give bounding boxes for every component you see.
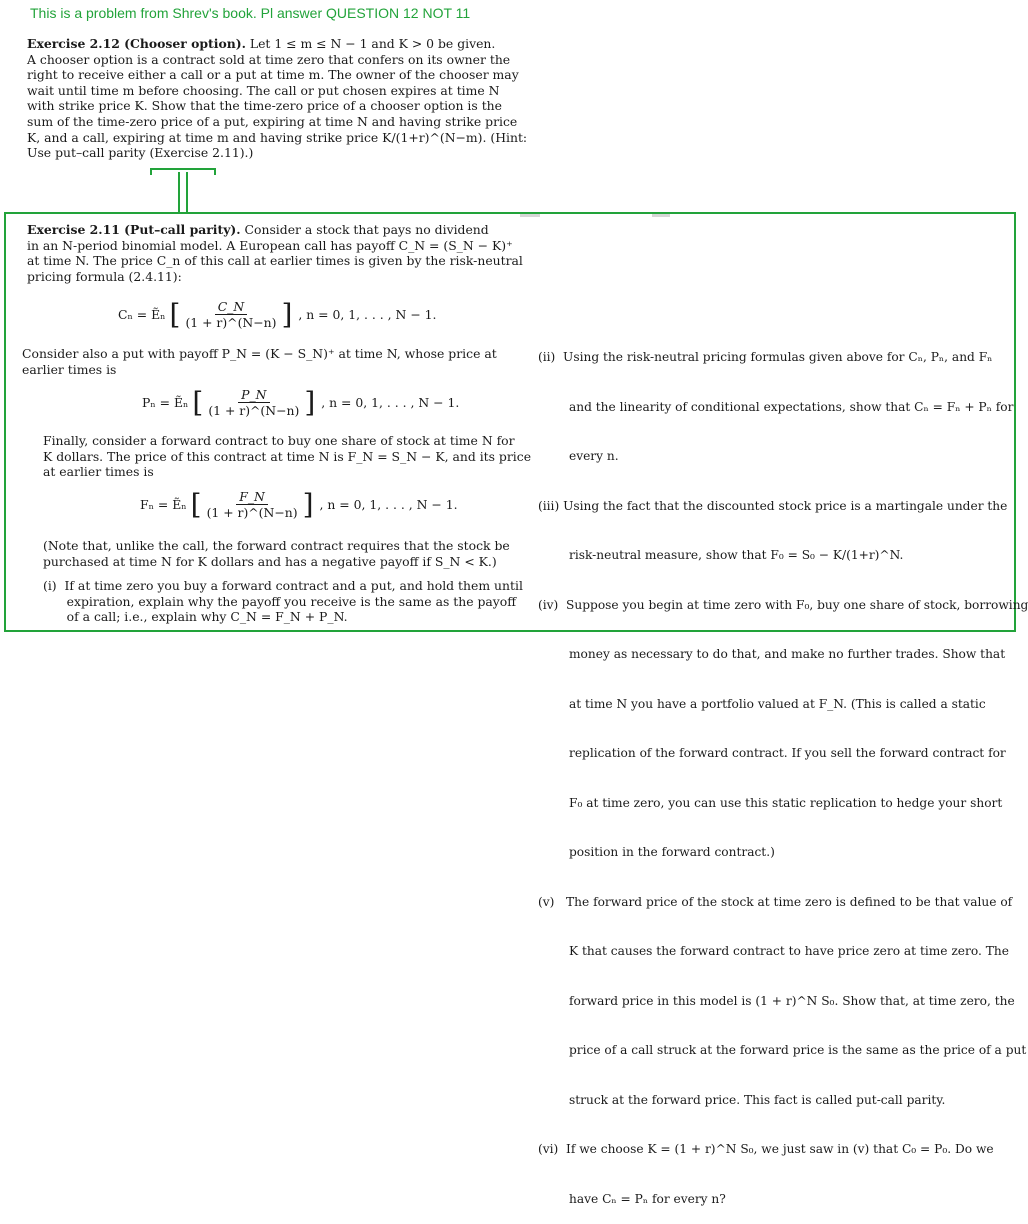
forward-contract-text: Finally, consider a forward contract to buy one share of stock at time N for K dollars. The price of this contract at time N is F_N = S_N − K, and its price at earlier times is: [43, 433, 532, 480]
connector-arrow: [178, 172, 188, 214]
bracket-right: ]: [302, 487, 314, 521]
consider-put-text: Consider also a put with payoff P_N = (K − S_N)⁺ at time N, whose price at earlier times is: [22, 346, 497, 377]
fraction: $\frac{C\_N}{(1 + r)\^{}(N-n)}$: [185, 299, 277, 330]
scroll-mark: [520, 214, 540, 217]
formula-call-price: Cₙ = Ẽₙ [ $\frac{C\_N}{(1 + r)\^{}(N-n)}$ ] , n = 0, 1, . . . , N − 1.: [118, 297, 437, 331]
bracket-left: [: [192, 385, 204, 419]
bracket-right: ]: [304, 385, 316, 419]
exercise-2-12: Exercise 2.12 (Chooser option). Let 1 ≤ m ≤ N − 1 and K > 0 be given. A chooser option is a contract sold at time zero that confers on its owner the right to receive either a call or a put at time m. The owner of the chooser may wait until time m before choosing. The call or put chosen expires at time N with strike price K. Show that the time-zero price of a chooser option is the sum of the time-zero price of a put, expiring at time N and having strike price K, and a call, expiring at time m and having strike price K/(1+r)^(N−m). (Hint: Use put–call parity (Exercise 2.11).): [27, 36, 528, 161]
exercise-2-12-heading: Exercise 2.12 (Chooser option).: [27, 36, 246, 51]
exercise-2-11-heading: Exercise 2.11 (Put–call parity).: [27, 222, 241, 237]
fraction: $\frac{P\_N}{(1 + r)\^{}(N-n)}$: [208, 387, 300, 418]
scroll-mark: [652, 214, 670, 217]
formula-forward-price: Fₙ = Ẽₙ [ $\frac{F\_N}{(1 + r)\^{}(N-n)}$ ] , n = 0, 1, . . . , N − 1.: [140, 487, 458, 521]
formula-put-price: Pₙ = Ẽₙ [ $\frac{P\_N}{(1 + r)\^{}(N-n)}$ ] , n = 0, 1, . . . , N − 1.: [142, 385, 460, 419]
question-items-ii-vi: (ii) Using the risk-neutral pricing formulas given above for Cₙ, Pₙ, and Fₙ and the linearity of conditional expectations, show that Cₙ = Fₙ + Pₙ for every n. (iii) Using the fact that the discounted stock price is a martingale under the risk-neutral measure, show that F₀ = S₀ − K/(1+r)^N. (iv) Suppose you begin at time zero with F₀, buy one share of stock, borrowing money as necessary to do that, and make no further trades. Show that at time N you have a portfolio valued at F_N. (This is called a static replication of the forward contract. If you sell the forward contract for F₀ at time zero, you can use this static replication to hedge your short position in the forward contract.) (v) The forward price of the stock at time zero is defined to be that value of K that causes the forward contract to have price zero at time zero. The forward price in this model is (1 + r)^N S₀. Show that, at time zero, the price of a call struck at the forward price is the same as the price of a put struck at the forward price. This fact is called put-call parity. (vi) If we choose K = (1 + r)^N S₀, we just saw in (v) that C₀ = P₀. Do we have Cₙ = Pₙ for every n?: [538, 350, 1028, 1206]
user-note: This is a problem from Shrev's book. Pl answer QUESTION 12 NOT 11: [30, 5, 471, 21]
fraction: $\frac{F\_N}{(1 + r)\^{}(N-n)}$: [206, 489, 298, 520]
exercise-2-11-intro: Exercise 2.11 (Put–call parity). Consider a stock that pays no dividend in an N-period binomial model. A European call has payoff C_N = (S_N − K)⁺ at time N. The price C_n of this call at earlier times is given by the risk-neutral pricing formula (2.4.11):: [27, 222, 523, 284]
bracket-right: ]: [281, 297, 293, 331]
forward-note: (Note that, unlike the call, the forward contract requires that the stock be purchased at time N for K dollars and has a negative payoff if S_N < K.): [43, 538, 510, 569]
bracket-left: [: [169, 297, 181, 331]
bracket-left: [: [190, 487, 202, 521]
question-item-i: (i) If at time zero you buy a forward contract and a put, and hold them until expiration, explain why the payoff you receive is the same as the payoff of a call; i.e., explain why C_N = F_N + P_N.: [43, 578, 523, 625]
